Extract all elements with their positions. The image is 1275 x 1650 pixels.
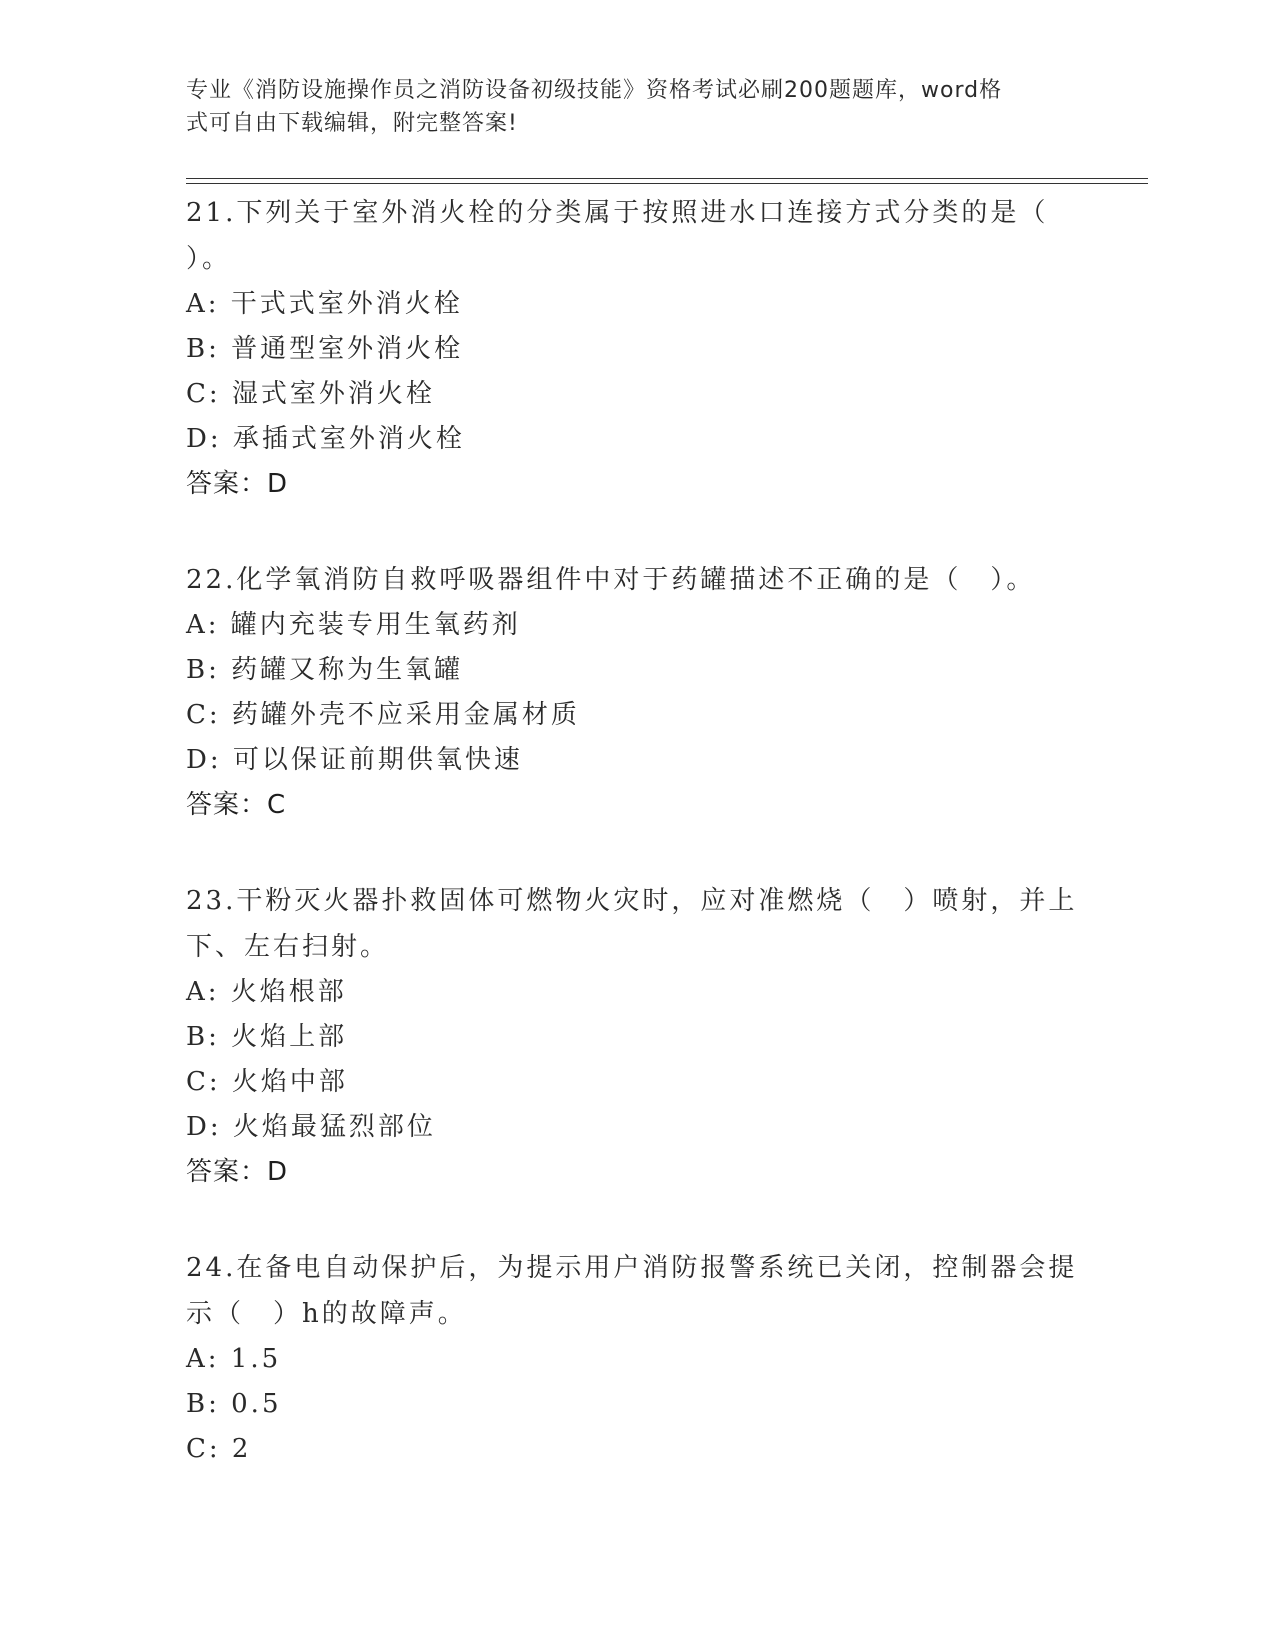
spacer	[186, 1195, 1086, 1245]
question-stem	[186, 190, 1086, 282]
question-21	[186, 190, 1086, 557]
question-list	[186, 190, 1086, 1472]
question-23	[186, 878, 1086, 1245]
header-divider-top	[186, 178, 1148, 179]
spacer	[186, 507, 1086, 557]
option-d: D: 可以保证前期供氧快速	[186, 745, 523, 775]
option-a: A: 干式式室外消火栓	[186, 289, 463, 319]
document-header	[186, 74, 1066, 140]
option-c: C: 湿式室外消火栓	[186, 379, 435, 409]
option-c: C: 火焰中部	[186, 1067, 348, 1097]
stem-line: ）。	[186, 244, 232, 274]
answer-label: 答案：D	[186, 469, 289, 499]
stem-line: 下、左右扫射。	[186, 932, 390, 962]
stem-line: 示（ ）h的故障声。	[186, 1299, 467, 1329]
option-d: D: 火焰最猛烈部位	[186, 1112, 436, 1142]
header-line-2: 式可自由下载编辑，附完整答案!	[186, 111, 518, 136]
spacer	[186, 828, 1086, 878]
stem-line: 21.下列关于室外消火栓的分类属于按照进水口连接方式分类的是（	[186, 198, 1049, 228]
answer-label: 答案：D	[186, 1157, 289, 1187]
stem-line: 24.在备电自动保护后，为提示用户消防报警系统已关闭，控制器会提	[186, 1253, 1078, 1283]
option-a: A: 火焰根部	[186, 977, 347, 1007]
header-line-1: 专业《消防设施操作员之消防设备初级技能》资格考试必刷200题题库，word格	[186, 78, 1003, 103]
question-24	[186, 1245, 1086, 1472]
option-b: B: 火焰上部	[186, 1022, 348, 1052]
question-stem	[186, 1245, 1086, 1337]
question-stem	[186, 557, 1086, 603]
option-c: C: 药罐外壳不应采用金属材质	[186, 700, 580, 730]
question-stem	[186, 878, 1086, 970]
header-divider-bottom	[186, 183, 1148, 184]
option-b: B: 药罐又称为生氧罐	[186, 655, 464, 685]
option-d: D: 承插式室外消火栓	[186, 424, 465, 454]
option-b: B: 普通型室外消火栓	[186, 334, 464, 364]
stem-line: 23.干粉灭火器扑救固体可燃物火灾时，应对准燃烧（ ）喷射，并上	[186, 886, 1078, 916]
option-a: A: 罐内充装专用生氧药剂	[186, 610, 521, 640]
option-c: C: 2	[186, 1434, 252, 1464]
stem-line: 22.化学氧消防自救呼吸器组件中对于药罐描述不正确的是（ ）。	[186, 565, 1036, 595]
option-b: B: 0.5	[186, 1389, 282, 1419]
question-22	[186, 557, 1086, 878]
option-a: A: 1.5	[186, 1344, 282, 1374]
answer-label: 答案：C	[186, 790, 287, 820]
